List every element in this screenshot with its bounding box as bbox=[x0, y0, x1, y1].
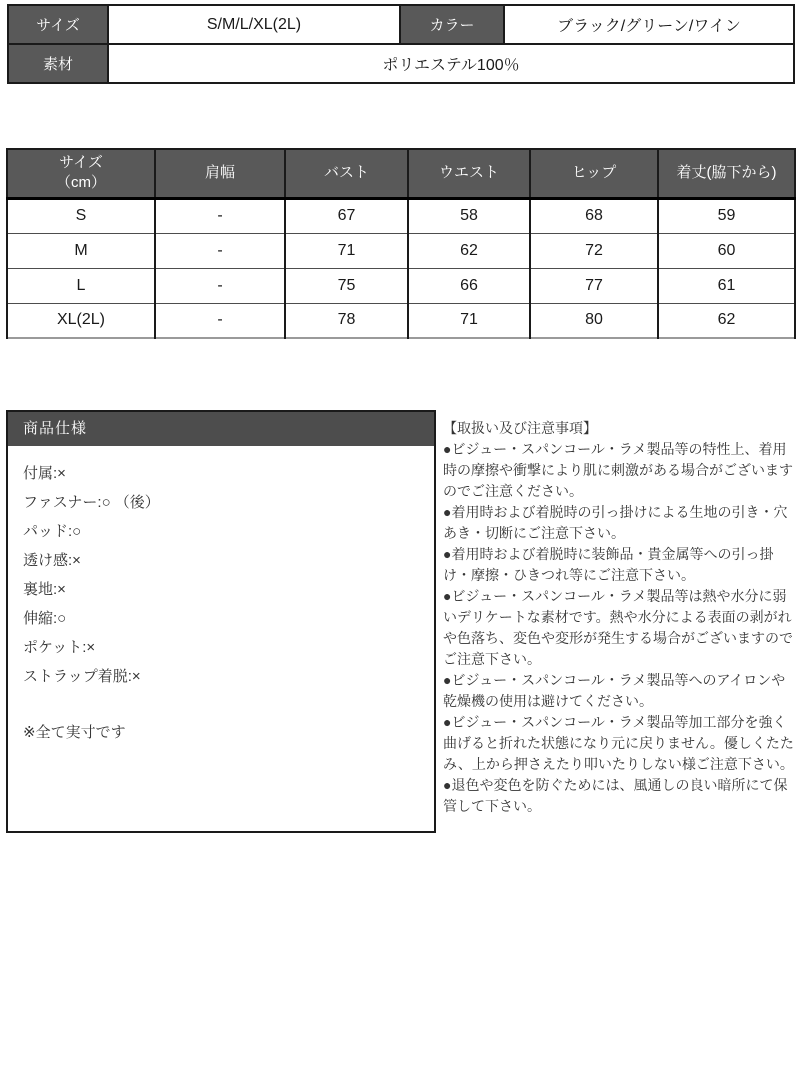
header-size-line2: （cm） bbox=[56, 174, 106, 192]
table-row bbox=[7, 303, 795, 338]
list-item: 伸縮:○ bbox=[23, 610, 67, 627]
list-item: ファスナー:○ （後） bbox=[23, 494, 160, 511]
table-row bbox=[7, 233, 795, 268]
cell-hip: 80 bbox=[530, 303, 658, 338]
cell-length: 60 bbox=[658, 233, 795, 268]
cell-bust: 71 bbox=[285, 233, 408, 268]
spec-measurement-note: ※全て実寸です bbox=[23, 724, 126, 741]
note-item: ●ビジュー・スパンコール・ラメ製品等は熱や水分に弱いデリケートな素材です。熱や水分による表面の剥がれや色落ち、変色や変形が発生する場合がございますのでご注意下さい。 bbox=[443, 588, 793, 667]
cell-shoulder: - bbox=[155, 303, 285, 338]
handling-notes bbox=[443, 418, 797, 817]
cell-size: XL(2L) bbox=[7, 303, 155, 338]
spec-box-title: 商品仕様 bbox=[8, 412, 434, 446]
cell-size: M bbox=[7, 233, 155, 268]
note-item: ●着用時および着脱時に装飾品・貴金属等への引っ掛け・摩擦・ひきつれ等にご注意下さい。 bbox=[443, 546, 774, 583]
product-info-table bbox=[7, 4, 795, 84]
cell-bust: 78 bbox=[285, 303, 408, 338]
header-bust: バスト bbox=[285, 149, 408, 198]
cell-size: S bbox=[7, 198, 155, 233]
cell-hip: 72 bbox=[530, 233, 658, 268]
cell-waist: 71 bbox=[408, 303, 530, 338]
cell-waist: 58 bbox=[408, 198, 530, 233]
note-item: ●ビジュー・スパンコール・ラメ製品等へのアイロンや乾燥機の使用は避けてください。 bbox=[443, 672, 786, 709]
spec-list bbox=[8, 446, 434, 747]
header-size-line1: サイズ bbox=[59, 154, 103, 172]
size-chart-table bbox=[6, 148, 796, 339]
cell-hip: 77 bbox=[530, 268, 658, 303]
header-hip: ヒップ bbox=[530, 149, 658, 198]
note-item: ●ビジュー・スパンコール・ラメ製品等の特性上、着用時の摩擦や衝撃により肌に刺激がある場合がございますのでご注意ください。 bbox=[443, 441, 793, 499]
cell-hip: 68 bbox=[530, 198, 658, 233]
header-length: 着丈(脇下から) bbox=[658, 149, 795, 198]
material-label-cell: 素材 bbox=[8, 44, 108, 83]
cell-length: 62 bbox=[658, 303, 795, 338]
size-label-cell: サイズ bbox=[8, 5, 108, 44]
note-item: ●ビジュー・スパンコール・ラメ製品等加工部分を強く曲げると折れた状態になり元に戻りません。優しくたたみ、上から押さえたり叩いたりしない様ご注意下さい。 bbox=[443, 714, 794, 772]
header-shoulder: 肩幅 bbox=[155, 149, 285, 198]
table-row bbox=[7, 268, 795, 303]
product-spec-box bbox=[6, 410, 436, 833]
info-row-material bbox=[8, 44, 794, 83]
size-chart-header-row bbox=[7, 149, 795, 198]
list-item: 透け感:× bbox=[23, 552, 81, 569]
note-item: ●退色や変色を防ぐためには、風通しの良い暗所にて保管して下さい。 bbox=[443, 777, 788, 814]
handling-notes-title: 【取扱い及び注意事項】 bbox=[443, 420, 597, 436]
header-size-cm bbox=[7, 149, 155, 198]
cell-shoulder: - bbox=[155, 268, 285, 303]
cell-waist: 66 bbox=[408, 268, 530, 303]
list-item: 裏地:× bbox=[23, 581, 66, 598]
size-value-cell: S/M/L/XL(2L) bbox=[108, 5, 400, 44]
note-item: ●着用時および着脱時の引っ掛けによる生地の引き・穴あき・切断にご注意下さい。 bbox=[443, 504, 788, 541]
cell-waist: 62 bbox=[408, 233, 530, 268]
header-waist: ウエスト bbox=[408, 149, 530, 198]
cell-shoulder: - bbox=[155, 198, 285, 233]
color-label-cell: カラー bbox=[400, 5, 504, 44]
cell-bust: 67 bbox=[285, 198, 408, 233]
info-row-size-color bbox=[8, 5, 794, 44]
cell-size: L bbox=[7, 268, 155, 303]
color-value-cell: ブラック/グリーン/ワイン bbox=[504, 5, 794, 44]
material-value-cell: ポリエステル100％ bbox=[108, 44, 794, 83]
list-item: ストラップ着脱:× bbox=[23, 668, 141, 685]
cell-shoulder: - bbox=[155, 233, 285, 268]
cell-bust: 75 bbox=[285, 268, 408, 303]
cell-length: 59 bbox=[658, 198, 795, 233]
table-row bbox=[7, 198, 795, 233]
cell-length: 61 bbox=[658, 268, 795, 303]
list-item: 付属:× bbox=[23, 465, 66, 482]
list-item: パッド:○ bbox=[23, 523, 82, 540]
list-item: ポケット:× bbox=[23, 639, 96, 656]
